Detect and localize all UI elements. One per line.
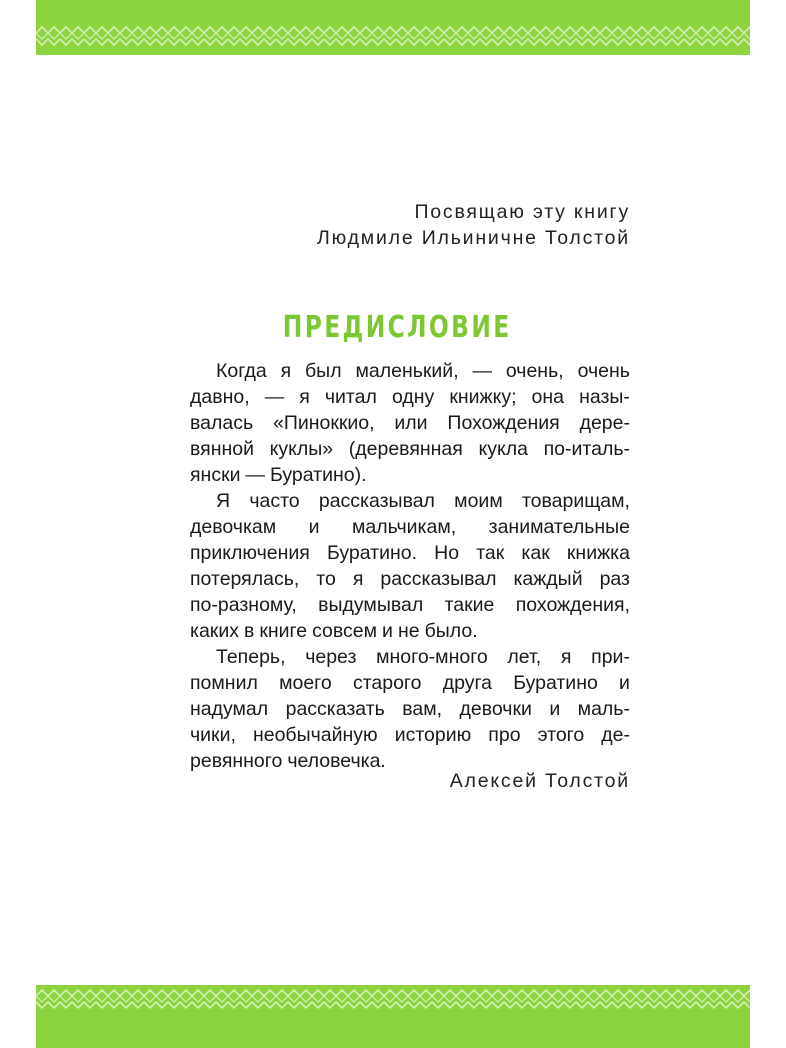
text-line: девочкам и мальчикам, занимательные: [190, 516, 630, 538]
text-line: каких в книге совсем и не было.: [190, 620, 478, 642]
text-line: потерялась, то я рассказывал каждый раз: [190, 568, 630, 590]
text-line: Я часто рассказывал моим товарищам,: [216, 490, 630, 512]
text-line: янски — Буратино).: [190, 464, 367, 486]
text-line: чики, необычайную историю про этого де-: [190, 724, 630, 746]
page-heading: ПРЕДИСЛОВИЕ: [282, 310, 512, 345]
text-line: давно, — я читал одну книжку; она назы-: [190, 386, 630, 408]
text-line: надумал рассказать вам, девочки и маль-: [190, 698, 630, 720]
dedication-line-1: Посвящаю эту книгу: [414, 201, 630, 223]
text-line: Теперь, через много-много лет, я при-: [216, 646, 630, 668]
bottom-band-pattern: [36, 985, 750, 1048]
text-line: помнил моего старого друга Буратино и: [190, 672, 630, 694]
top-band-pattern: [36, 0, 750, 55]
author-signature: Алексей Толстой: [449, 770, 630, 792]
text-line: валась «Пиноккио, или Похождения дере-: [190, 412, 630, 434]
text-line: приключения Буратино. Но так как книжка: [190, 542, 630, 564]
text-line: Когда я был маленький, — очень, очень: [216, 360, 630, 382]
text-line: вянной куклы» (деревянная кукла по-италь-: [190, 438, 630, 460]
dedication-line-2: Людмиле Ильиничне Толстой: [317, 227, 630, 249]
text-line: ревянного человечка.: [190, 750, 386, 772]
bottom-decorative-band: [36, 985, 750, 1048]
text-line: по-разному, выдумывал такие похождения,: [190, 594, 630, 616]
top-decorative-band: [36, 0, 750, 55]
dedication: [317, 199, 630, 251]
